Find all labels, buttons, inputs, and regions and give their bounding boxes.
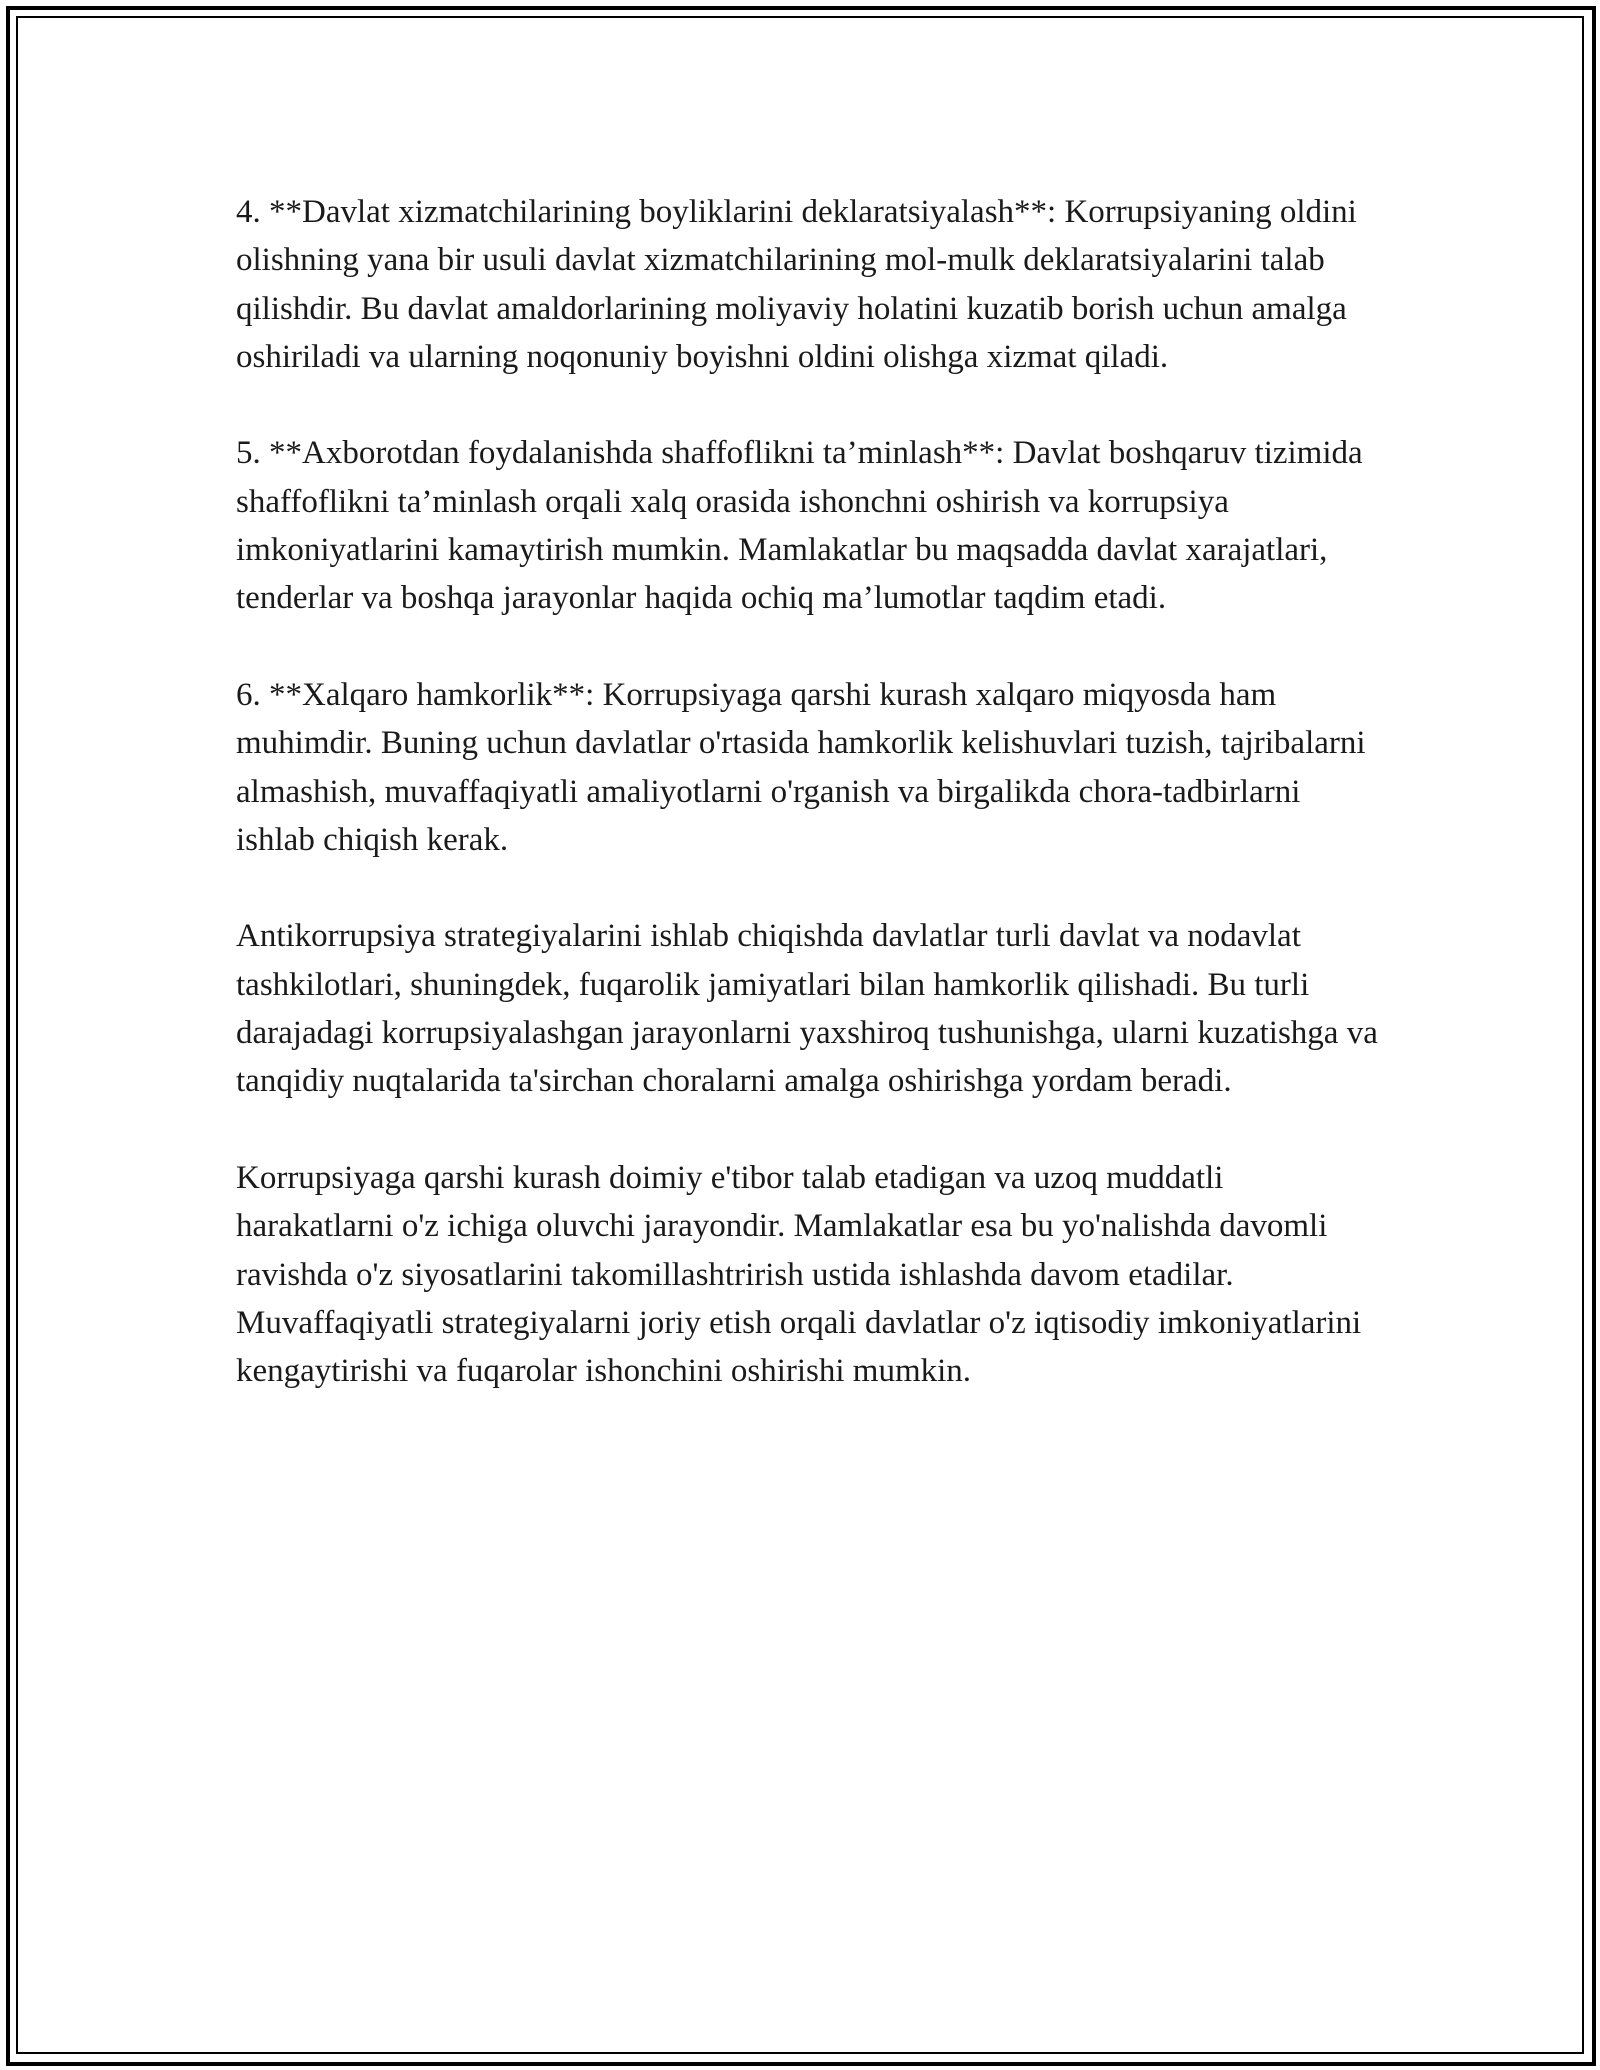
paragraph-international-cooperation: 6. **Xalqaro hamkorlik**: Korrupsiyaga qarshi kurash xalqaro miqyosda ham muhimdir. Buning uchun davlatlar o'rtasida hamkorlik kelishuvlari tuzish, tajribalarni almashish, muvaffaqiyatli amaliyotlarni o'rganish va birgalikda chora-tadbirlarni ishlab chiqish kerak. (236, 676, 1366, 858)
paragraph-declaration: 4. **Davlat xizmatchilarining boyliklarini deklaratsiyalash**: Korrupsiyaning oldini olishning yana bir usuli davlat xizmatchilarining mol-mulk deklaratsiyalarini talab qilishdir. Bu davlat amaldorlarining moliyaviy holatini kuzatib borish uchun amalga oshiriladi va ularning noqonuniy boyishni oldini olishga xizmat qiladi. (236, 194, 1357, 375)
document-body (236, 188, 1386, 1444)
paragraph-conclusion: Korrupsiyaga qarshi kurash doimiy e'tibor talab etadigan va uzoq muddatli harakatlarni o'z ichiga oluvchi jarayondir. Mamlakatlar esa bu yo'nalishda davomli ravishda o'z siyosatlarini takomillashtrirish ustida ishlashda davom etadilar. Muvaffaqiyatli strategiyalarni joriy etish orqali davlatlar o'z iqtisodiy imkoniyatlarini kengaytirishi va fuqarolar ishonchini oshirishi mumkin. (236, 1159, 1362, 1390)
paragraph-transparency: 5. **Axborotdan foydalanishda shaffoflikni ta’minlash**: Davlat boshqaruv tizimida shaffoflikni ta’minlash orqali xalq orasida ishonchni oshirish va korrupsiya imkoniyatlarini kamaytirish mumkin. Mamlakatlar bu maqsadda davlat xarajatlari, tenderlar va boshqa jarayonlar haqida ochiq ma’lumotlar taqdim etadi. (236, 435, 1363, 617)
paragraph-anticorruption-strategies: Antikorrupsiya strategiyalarini ishlab chiqishda davlatlar turli davlat va nodavlat tashkilotlari, shuningdek, fuqarolik jamiyatlari bilan hamkorlik qilishadi. Bu turli darajadagi korrupsiyalashgan jarayonlarni yaxshiroq tushunishga, ularni kuzatishga va tanqidiy nuqtalarida ta'sirchan choralarni amalga oshirishga yordam beradi. (236, 918, 1378, 1100)
